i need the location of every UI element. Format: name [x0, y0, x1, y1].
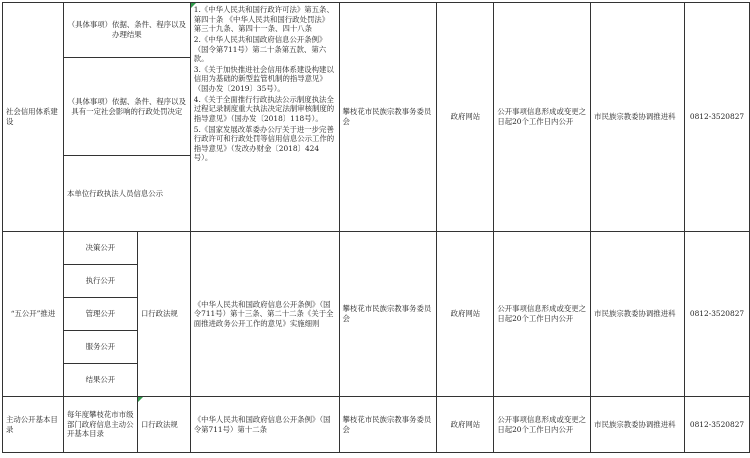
sub-item-cell: 管理公开: [63, 298, 137, 331]
basis-item: 5.《国家发展改革委办公厅关于进一步完善行政许可和行政处罚等信用信息公示工作的指导意见》（发改办财金〔2018〕424号）。: [193, 124, 335, 163]
sub-item-cell: 服务公开: [63, 331, 137, 364]
basis-cell: 《中华人民共和国政府信息公开条例》（国令711号）第十三条、第二十二条《关于全面推进政务公开工作的意见》实施细则: [190, 232, 339, 397]
responsible-cell: 市民族宗教委协调推进科: [591, 3, 685, 232]
basis-item: 2.《中华人民共和国政府信息公开条例》（国令第711号）第二十条第五款、第六款。: [193, 34, 327, 64]
time-limit-cell: 公开事项信息形成或变更之日起20个工作日内公开: [494, 3, 591, 232]
basis-cell: [190, 3, 339, 232]
basis-item: 4.《关于全面推行行政执法公示制度执法全过程记录制度重大执法决定法制审核制度的指导意见》（国办发〔2018〕118号）。: [193, 94, 335, 123]
sub-item-cell: （具体事项）依据、条件、程序以及办理结果: [63, 3, 190, 58]
corner-marker: [191, 3, 196, 8]
table-row: [3, 232, 750, 265]
sub-item-cell: 每年度攀枝花市市级部门政府信息主动公开基本目录: [63, 397, 137, 453]
phone-cell: 0812-3520827: [685, 397, 750, 453]
time-limit-cell: 公开事项信息形成或变更之日起20个工作日内公开: [494, 397, 591, 453]
agency-cell: 攀枝花市民族宗教事务委员会: [339, 232, 437, 397]
corner-marker: [138, 397, 143, 402]
subject-text: 口行政法规: [140, 419, 178, 429]
disclosure-table: [2, 2, 750, 453]
table-row: [3, 397, 750, 453]
agency-cell: 攀枝花市民族宗教事务委员会: [339, 3, 437, 232]
subject-cell: 口行政法规: [137, 232, 190, 397]
sub-item-cell: 执行公开: [63, 265, 137, 298]
channel-cell: 政府网站: [437, 232, 494, 397]
basis-item: 3.《关于加快推进社会信用体系建设构建以信用为基础的新型监管机制的指导意见》（国办发〔2019〕35号）。: [193, 64, 334, 93]
sub-item-cell: （具体事项）依据、条件、程序以及具有一定社会影响的行政处罚决定: [63, 58, 190, 156]
basis-cell: 《中华人民共和国政府信息公开条例》（国令第711号）第十二条: [190, 397, 339, 453]
phone-cell: 0812-3520827: [685, 232, 750, 397]
phone-cell: 0812-3520827: [685, 3, 750, 232]
responsible-cell: 市民族宗教委协调推进科: [591, 397, 685, 453]
agency-cell: 攀枝花市民族宗教事务委员会: [339, 397, 437, 453]
sub-item-cell: 决策公开: [63, 232, 137, 265]
channel-cell: 政府网站: [437, 3, 494, 232]
time-limit-cell: 公开事项信息形成或变更之日起20个工作日内公开: [494, 232, 591, 397]
responsible-cell: 市民族宗教委协调推进科: [591, 232, 685, 397]
category-cell: 主动公开基本目录: [3, 397, 64, 453]
category-cell: “五公开”推进: [3, 232, 64, 397]
subject-cell: [137, 397, 190, 453]
category-cell: 社会信用体系建设: [3, 3, 64, 232]
basis-item: 1.《中华人民共和国行政许可法》第五条、第四十条 《中华人民共和国行政处罚法》第三十九条、第四十一条、四十八条: [193, 5, 334, 34]
channel-cell: 政府网站: [437, 397, 494, 453]
table-row: [3, 3, 750, 58]
sub-item-cell: 本单位行政执法人员信息公示: [63, 156, 190, 232]
sub-item-cell: 结果公开: [63, 364, 137, 397]
